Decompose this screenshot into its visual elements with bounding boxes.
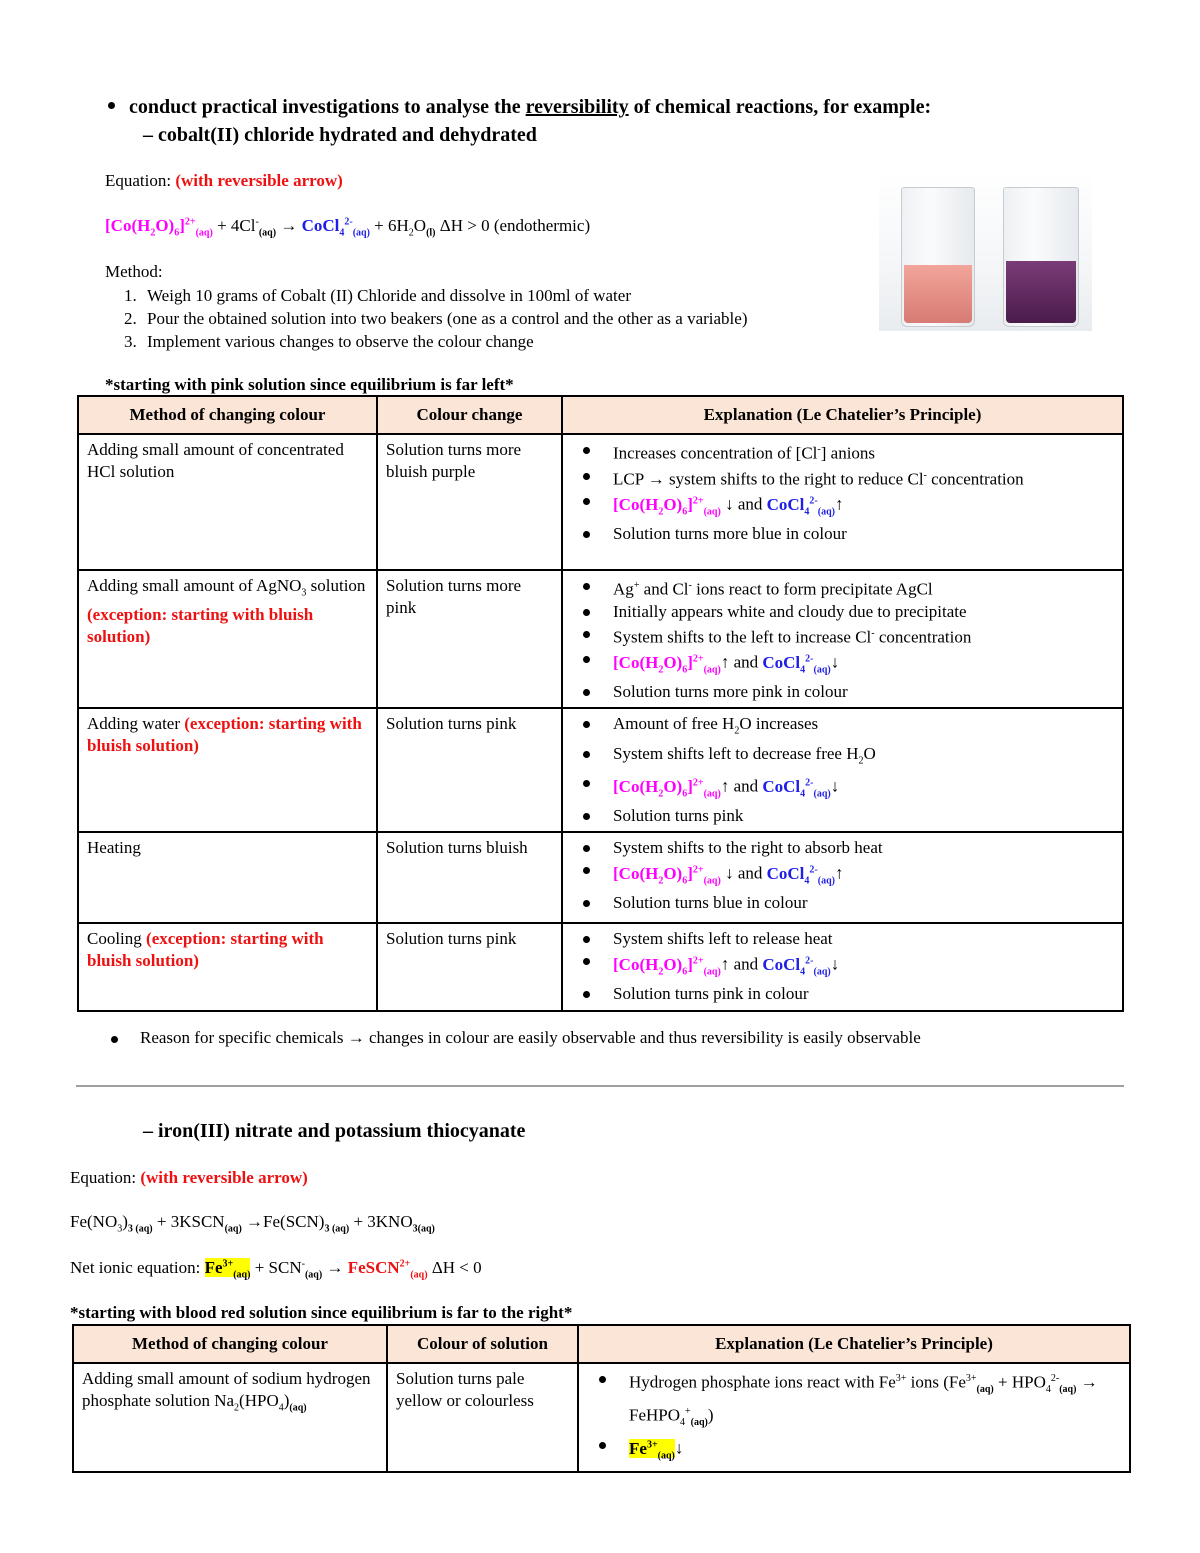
starting-note-1: *starting with pink solution since equilibrium is far left* bbox=[105, 375, 514, 394]
row-explanation: Amount of free $H_2O$ increases System shifts left to decrease free $H_2O$ $[Co(H_2O)_6]^{2+}_{(aq)}↑$ and CoCl$_4^{2-}_{(aq)}$↓ Solution turns pink bbox=[562, 708, 1123, 832]
row-method: Cooling (exception: starting with bluish solution) bbox=[78, 923, 377, 1011]
iron-table bbox=[72, 1324, 1131, 1473]
cobalt-equation: $[Co(H_2O)_6]^{2+}_{(aq)} + 4Cl^-_{(aq)}$ → CoCl$_4^{2-}_{(aq)}$ + $6H_2O_{(l)}$ ΔH > 0 (endothermic) bbox=[105, 216, 591, 239]
purple-solution bbox=[1006, 261, 1076, 323]
starting-note-2: *starting with blood red solution since equilibrium is far to the right* bbox=[70, 1303, 573, 1322]
beaker-left bbox=[901, 187, 975, 327]
col-header-method: Method of changing colour bbox=[78, 396, 377, 434]
table-row bbox=[78, 570, 1123, 708]
method-step: 2. Pour the obtained solution into two beakers (one as a control and the other as a variable) bbox=[141, 307, 901, 330]
bullet-dot bbox=[111, 1036, 118, 1043]
equation-label: Equation: (with reversible arrow) bbox=[105, 171, 343, 190]
table-row bbox=[78, 434, 1123, 570]
beaker-right bbox=[1003, 187, 1079, 327]
table-row bbox=[73, 1363, 1130, 1472]
bullet-dot bbox=[108, 102, 115, 109]
method-step: 1. Weigh 10 grams of Cobalt (II) Chloride and dissolve in 100ml of water bbox=[141, 284, 901, 307]
iron-equation: $Fe(NO_3)_{3 (aq)}$ + $3KSCN_{(aq)} \to Fe(SCN)_{3 (aq)} + 3KNO_{3(aq)}$ bbox=[70, 1212, 435, 1235]
beakers-photo bbox=[879, 171, 1092, 331]
col-header-explanation: Explanation (Le Chatelier’s Principle) bbox=[562, 396, 1123, 434]
section-divider bbox=[76, 1085, 1124, 1087]
col-header-method: Method of changing colour bbox=[73, 1325, 387, 1363]
reason-bullet: Reason for specific chemicals → changes in colour are easily observable and thus reversibility is easily observable bbox=[111, 1028, 921, 1048]
row-explanation: Ag+ and Cl- ions react to form precipitate AgCl Initially appears white and cloudy due to precipitate System shifts to the left to increase Cl- concentration $[Co(H_2O)_6]^{2+}_{(aq)}↑$ and CoCl$_4^{2-}_{(aq)}$↓ Solution turns more pink in colour bbox=[562, 570, 1123, 708]
row-change: Solution turns pink bbox=[377, 923, 562, 1011]
row-method: Heating bbox=[78, 832, 377, 923]
cobalt-subheading: – cobalt(II) chloride hydrated and dehydrated bbox=[143, 124, 537, 146]
table-row bbox=[78, 832, 1123, 923]
method-steps bbox=[105, 284, 901, 353]
net-ionic-equation: Net ionic equation: $Fe^{3+}_{(aq)} + SCN^-_{(aq)}$ → FeSCN$^{2+}_{(aq)}$ ΔH < 0 bbox=[70, 1258, 482, 1281]
method-label: Method: bbox=[105, 262, 163, 281]
table-header-row bbox=[78, 396, 1123, 434]
row-change: Solution turns more pink bbox=[377, 570, 562, 708]
cobalt-table bbox=[77, 395, 1124, 1012]
table-row bbox=[78, 708, 1123, 832]
pink-solution bbox=[904, 265, 972, 323]
table-row bbox=[78, 923, 1123, 1011]
col-header-explanation: Explanation (Le Chatelier’s Principle) bbox=[578, 1325, 1130, 1363]
equation-label-2: Equation: (with reversible arrow) bbox=[70, 1168, 308, 1187]
row-explanation: Hydrogen phosphate ions react with $Fe^{3+}$ ions ($Fe^{3+}_{(aq)} + HPO_4^{2-}_{(aq)}$ → FeHPO$_4$+$_{(aq)}$) $Fe^{3+}_{(aq)}↓$ bbox=[578, 1363, 1130, 1472]
row-explanation: System shifts left to release heat $[Co(H_2O)_6]^{2+}_{(aq)}↑$ and CoCl$_4^{2-}_{(aq)}$↓ Solution turns pink in colour bbox=[562, 923, 1123, 1011]
reversibility-underlined: reversibility bbox=[525, 96, 629, 118]
iron-subheading: – iron(III) nitrate and potassium thiocyanate bbox=[143, 1120, 526, 1142]
row-change: Solution turns bluish bbox=[377, 832, 562, 923]
col-header-colour: Colour of solution bbox=[387, 1325, 578, 1363]
table-header-row bbox=[73, 1325, 1130, 1363]
method-step: 3. Implement various changes to observe the colour change bbox=[141, 330, 901, 353]
row-change: Solution turns more bluish purple bbox=[377, 434, 562, 570]
row-change: Solution turns pink bbox=[377, 708, 562, 832]
row-method: Adding water (exception: starting with bluish solution) bbox=[78, 708, 377, 832]
row-method: Adding small amount of AgNO$_3$ solution (exception: starting with bluish solution) bbox=[78, 570, 377, 708]
col-header-change: Colour change bbox=[377, 396, 562, 434]
row-method: Adding small amount of concentrated HCl solution bbox=[78, 434, 377, 570]
row-method: Adding small amount of sodium hydrogen phosphate solution $Na_2(HPO_4)_{(aq)}$ bbox=[73, 1363, 387, 1472]
row-change: Solution turns pale yellow or colourless bbox=[387, 1363, 578, 1472]
fe-ion-highlight: $Fe^{3+}_{(aq)}$ bbox=[204, 1258, 251, 1281]
objective-bullet: conduct practical investigations to analyse the reversibility of chemical reactions, for example: bbox=[108, 96, 931, 119]
row-explanation: Increases concentration of [Cl-] anions LCP → system shifts to the right to reduce Cl- concentration $[Co(H_2O)_6]^{2+}_{(aq)}$ ↓ and CoCl$_4^{2-}_{(aq)}$↑ Solution turns more blue in colour bbox=[562, 434, 1123, 570]
row-explanation: System shifts to the right to absorb heat $[Co(H_2O)_6]^{2+}_{(aq)}$ ↓ and CoCl$_4^{2-}_{(aq)}$↑ Solution turns blue in colour bbox=[562, 832, 1123, 923]
